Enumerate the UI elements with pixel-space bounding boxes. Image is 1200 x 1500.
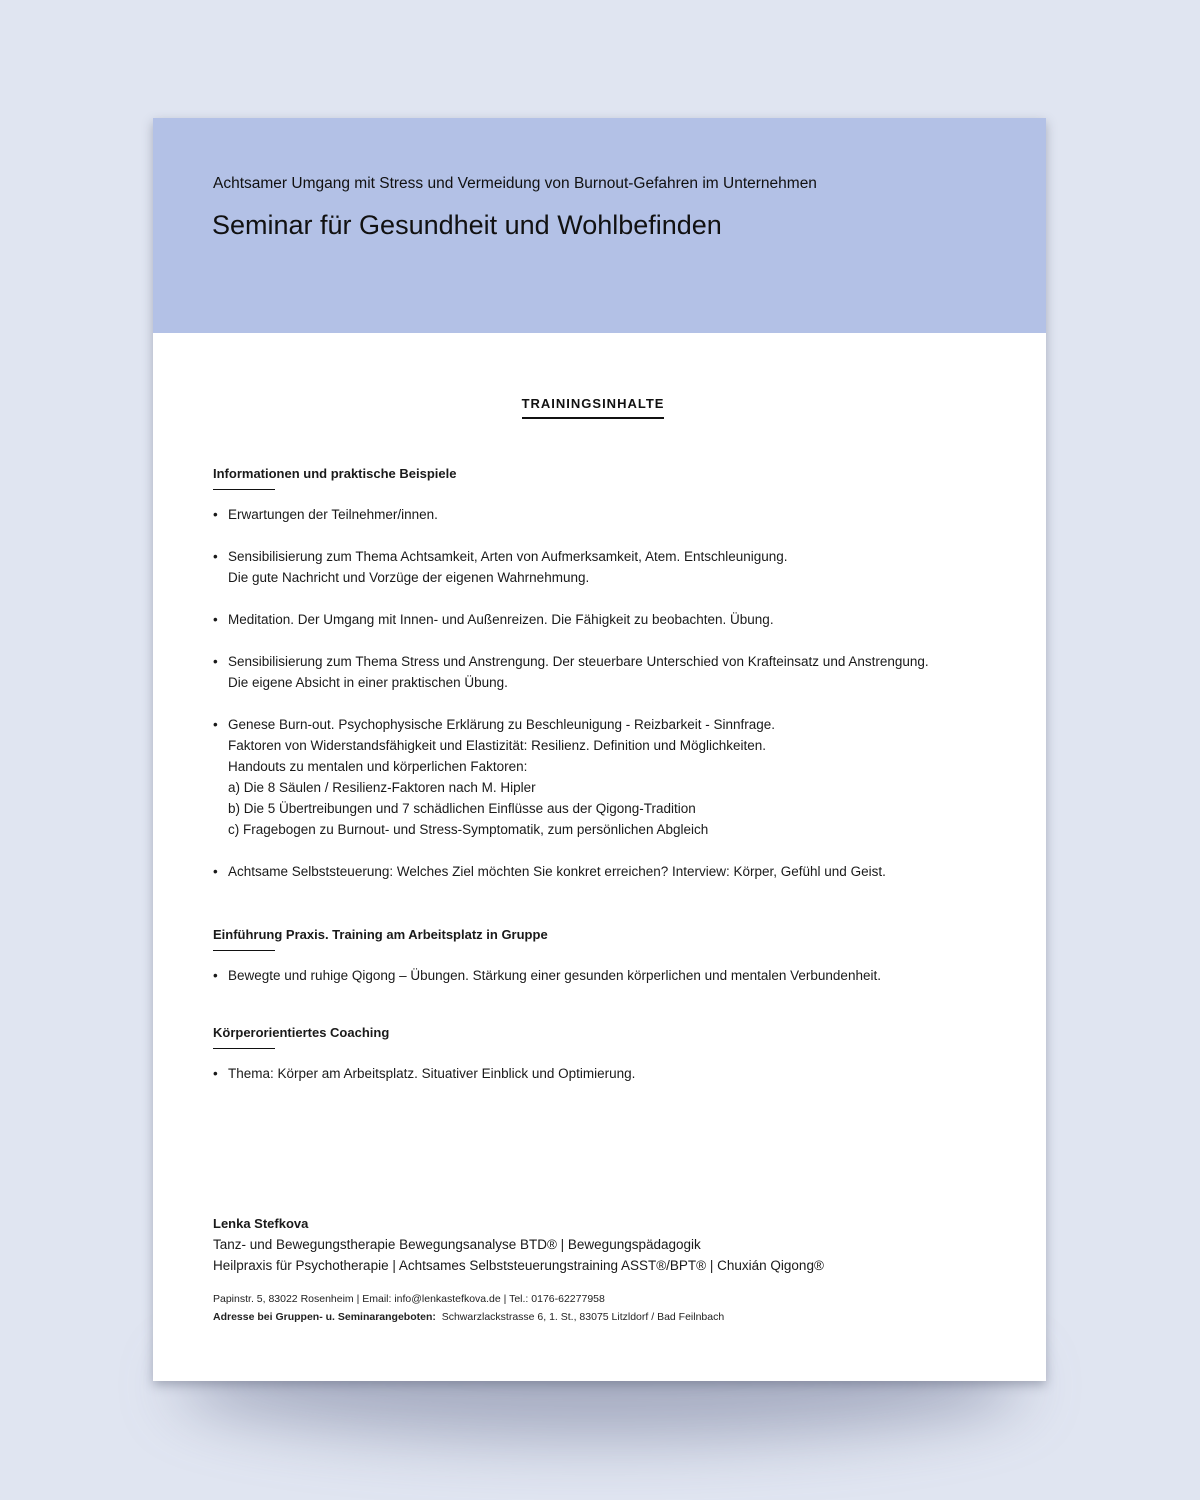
author-qualification-2: Heilpraxis für Psychotherapie | Achtsames Selbststeuerungstraining ASST®/BPT® | Chuxián Qigong® xyxy=(213,1258,824,1273)
list-item-line: b) Die 5 Übertreibungen und 7 schädlichen Einflüsse aus der Qigong-Tradition xyxy=(228,801,696,816)
bullet-icon: • xyxy=(213,549,218,564)
bullet-icon: • xyxy=(213,864,218,879)
header-band xyxy=(153,118,1046,333)
document-subtitle: Achtsamer Umgang mit Stress und Vermeidung von Burnout-Gefahren im Unternehmen xyxy=(213,175,817,192)
list-item-line: Bewegte und ruhige Qigong – Übungen. Stärkung einer gesunden körperlichen und mentalen Verbundenheit. xyxy=(228,968,881,983)
address-line xyxy=(213,1308,1003,1326)
content-group xyxy=(213,924,1003,986)
contact-line: Papinstr. 5, 83022 Rosenheim | Email: info@lenkastefkova.de | Tel.: 0176-62277958 xyxy=(213,1293,605,1305)
content-group xyxy=(213,1022,1003,1084)
list-item-line: c) Fragebogen zu Burnout- und Stress-Symptomatik, zum persönlichen Abgleich xyxy=(228,822,709,837)
list-item-line: Sensibilisierung zum Thema Achtsamkeit, Arten von Aufmerksamkeit, Atem. Entschleunigung. xyxy=(228,549,788,564)
list-item xyxy=(213,965,1003,986)
list-item xyxy=(213,861,1003,882)
list-item-line: Faktoren von Widerstandsfähigkeit und Elastizität: Resilienz. Definition und Möglichkeiten. xyxy=(228,738,767,753)
section-heading-text: TRAININGSINHALTE xyxy=(522,396,665,419)
bullet-icon: • xyxy=(213,968,218,983)
list-item-line: a) Die 8 Säulen / Resilienz-Faktoren nach M. Hipler xyxy=(228,780,536,795)
footer xyxy=(213,1213,1003,1326)
bullet-icon: • xyxy=(213,507,218,522)
list-item-line: Die gute Nachricht und Vorzüge der eigenen Wahrnehmung. xyxy=(228,570,590,585)
bullet-list xyxy=(213,965,1003,986)
list-item xyxy=(213,504,1003,525)
section-heading xyxy=(153,395,1033,419)
document-page xyxy=(153,118,1046,1381)
list-item xyxy=(213,714,1003,840)
group-title: Informationen und praktische Beispiele xyxy=(213,463,456,484)
bullet-icon: • xyxy=(213,654,218,669)
bullet-icon: • xyxy=(213,612,218,627)
list-item-line: Die eigene Absicht in einer praktischen Übung. xyxy=(228,675,508,690)
content-group xyxy=(213,463,1003,882)
list-item xyxy=(213,609,1003,630)
bullet-icon: • xyxy=(213,1066,218,1081)
group-title: Einführung Praxis. Training am Arbeitsplatz in Gruppe xyxy=(213,924,548,945)
list-item-line: Erwartungen der Teilnehmer/innen. xyxy=(228,507,438,522)
bullet-list xyxy=(213,1063,1003,1084)
list-item-line: Thema: Körper am Arbeitsplatz. Situativer Einblick und Optimierung. xyxy=(228,1066,636,1081)
list-item-line: Meditation. Der Umgang mit Innen- und Außenreizen. Die Fähigkeit zu beobachten. Übung. xyxy=(228,612,774,627)
list-item xyxy=(213,546,1003,588)
list-item xyxy=(213,651,1003,693)
address-value: Schwarzlackstrasse 6, 1. St., 83075 Litzldorf / Bad Feilnbach xyxy=(441,1311,725,1323)
address-label: Adresse bei Gruppen- u. Seminarangeboten: xyxy=(213,1311,436,1323)
bullet-icon: • xyxy=(213,717,218,732)
list-item-line: Achtsame Selbststeuerung: Welches Ziel möchten Sie konkret erreichen? Interview: Körper, Gefühl und Geist. xyxy=(228,864,886,879)
author-name: Lenka Stefkova xyxy=(213,1216,309,1231)
list-item-line: Genese Burn-out. Psychophysische Erklärung zu Beschleunigung - Reizbarkeit - Sinnfrage. xyxy=(228,717,776,732)
list-item xyxy=(213,1063,1003,1084)
document-title: Seminar für Gesundheit und Wohlbefinden xyxy=(212,210,722,240)
list-item-line: Sensibilisierung zum Thema Stress und Anstrengung. Der steuerbare Unterschied von Krafteinsatz und Anstrengung. xyxy=(228,654,929,669)
content-area xyxy=(213,463,1003,1120)
group-title: Körperorientiertes Coaching xyxy=(213,1022,389,1043)
list-item-line: Handouts zu mentalen und körperlichen Faktoren: xyxy=(228,759,528,774)
author-qualification-1: Tanz- und Bewegungstherapie Bewegungsanalyse BTD® | Bewegungspädagogik xyxy=(213,1237,701,1252)
bullet-list xyxy=(213,504,1003,882)
